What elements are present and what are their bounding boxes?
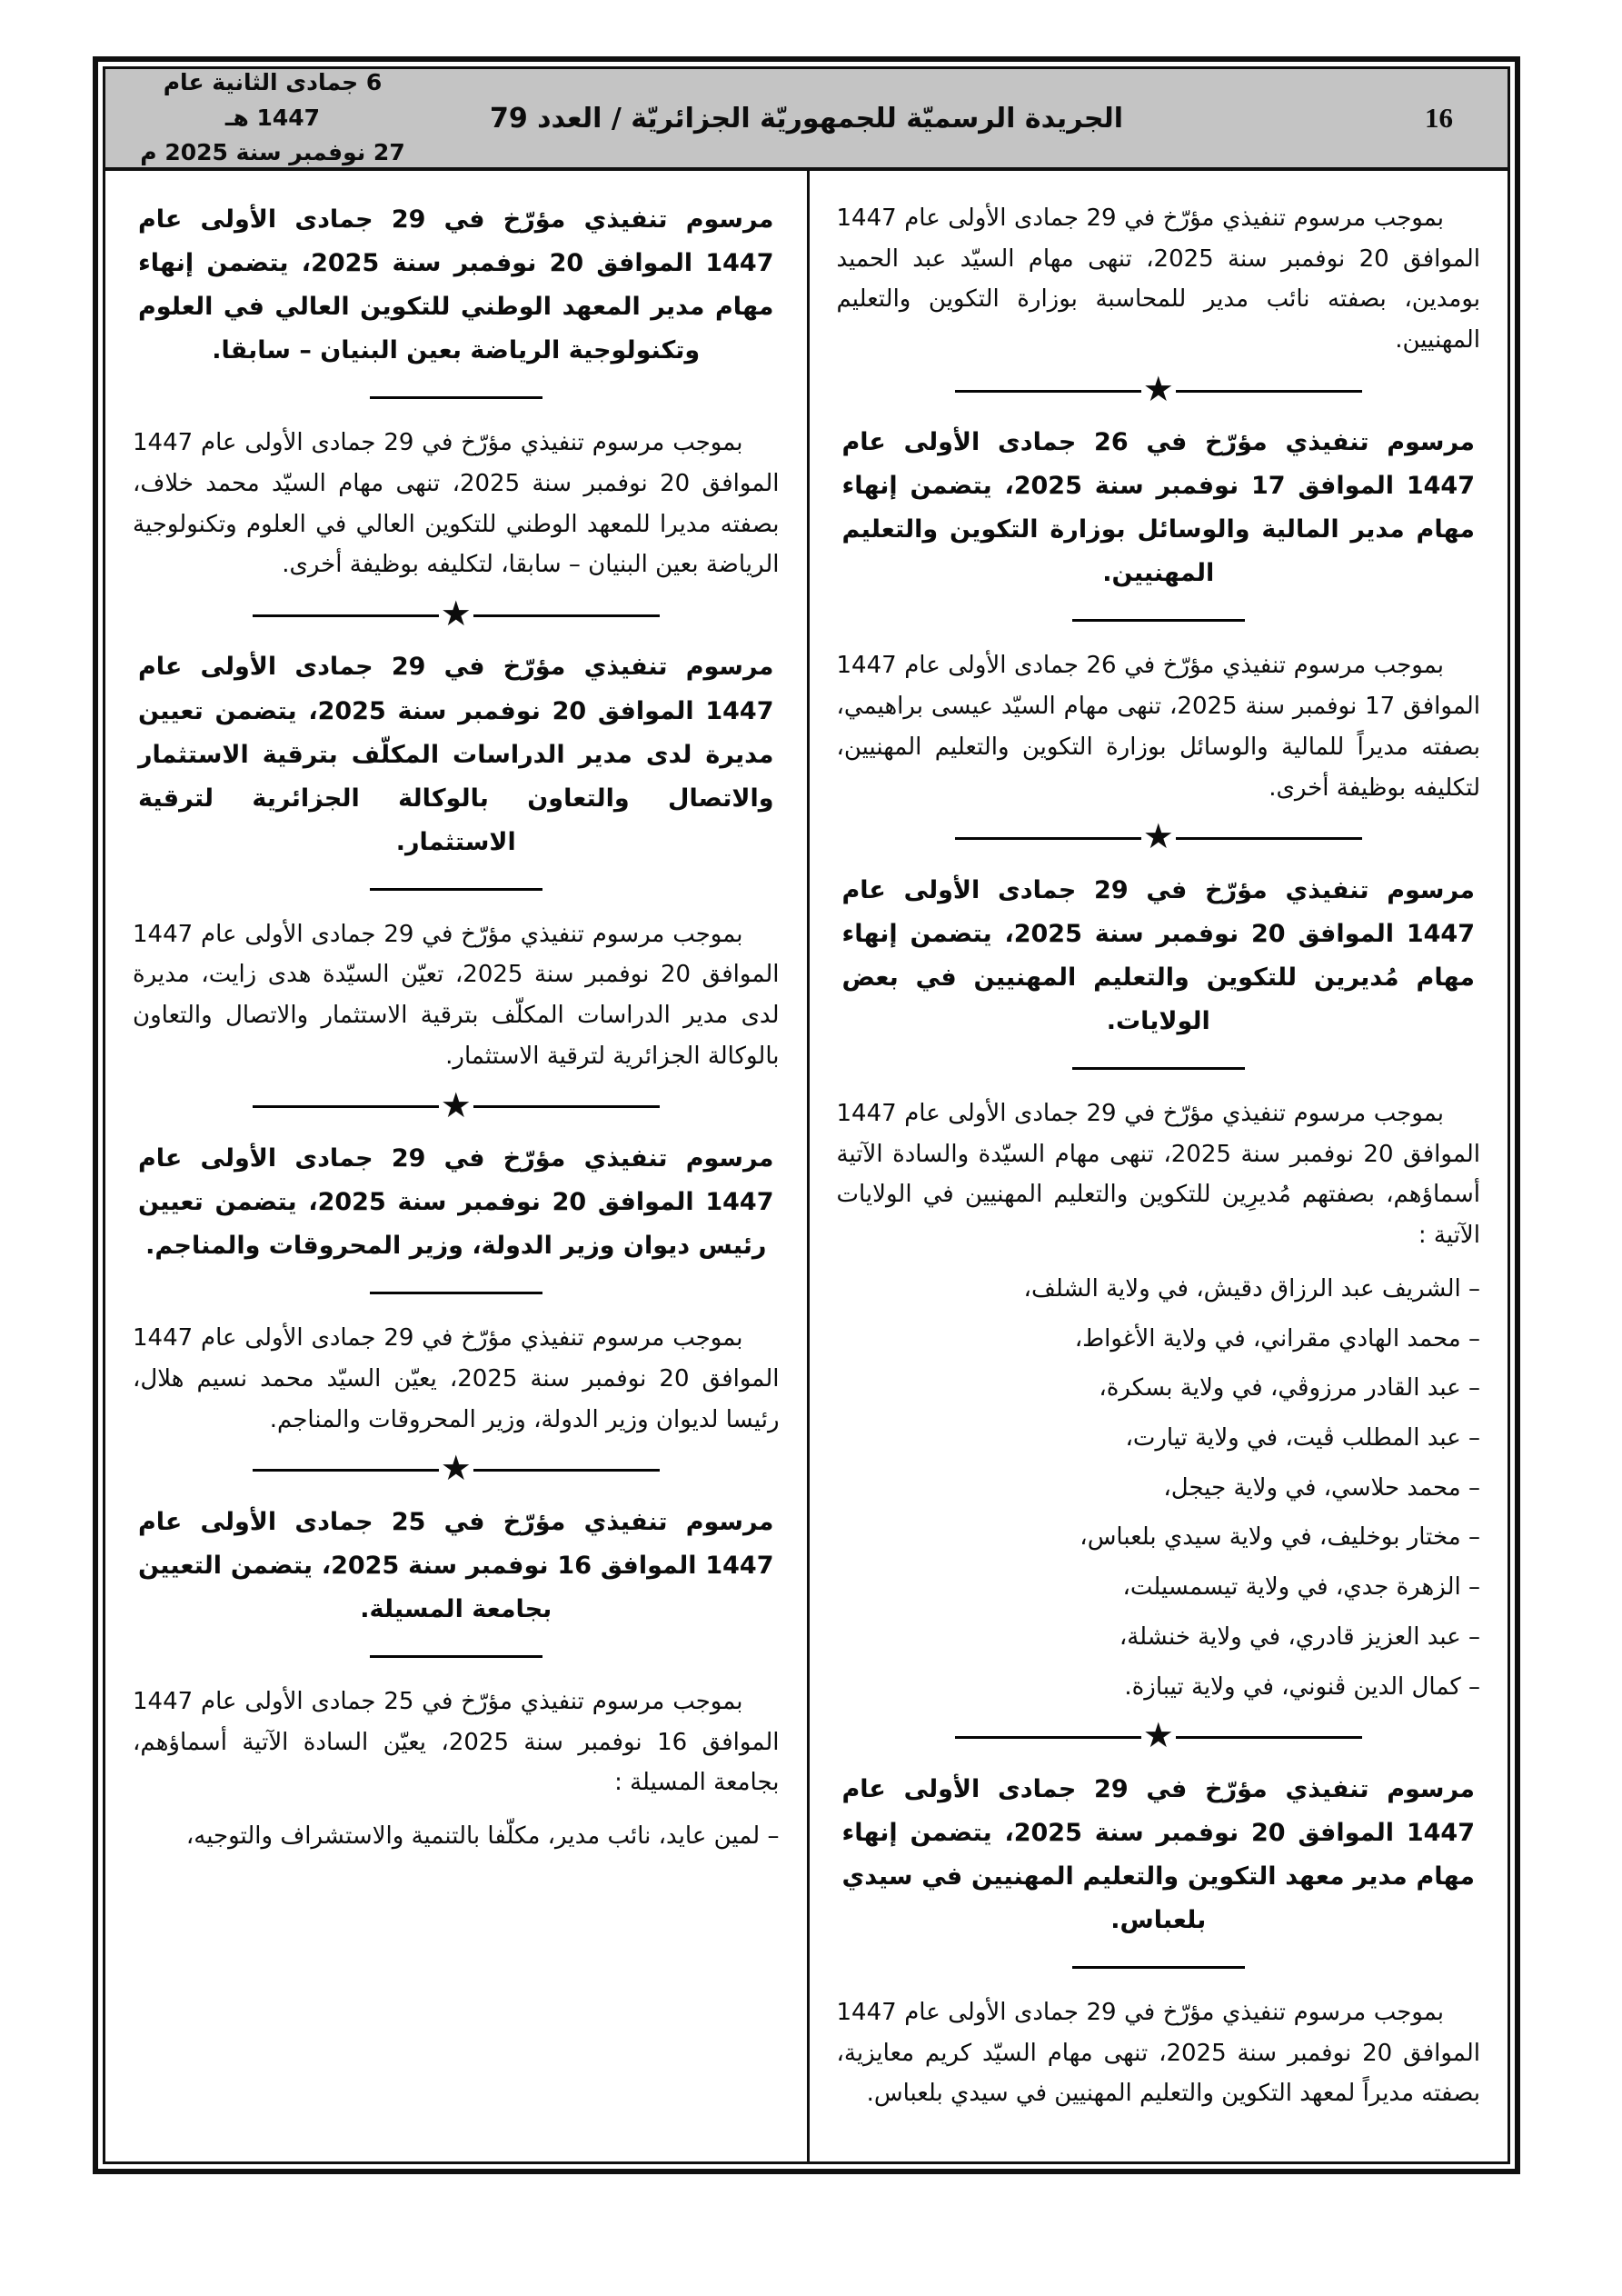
list-item: – لمين عايد، نائب مدير، مكلّفا بالتنمية والاستشراف والتوجيه، bbox=[185, 1822, 780, 1850]
decree-paragraph: بموجب مرسوم تنفيذي مؤرّخ في 25 جمادى الأولى عام 1447 الموافق 16 نوفمبر سنة 2025، يعيّن السادة الآتية أسماؤهم، بجامعة المسيلة : bbox=[133, 1687, 780, 1797]
decree-heading: مرسوم تنفيذي مؤرّخ في 25 جمادى الأولى عام 1447 الموافق 16 نوفمبر سنة 2025، يتضمن التعيين بجامعة المسيلة. bbox=[138, 1507, 774, 1623]
two-column-body bbox=[105, 171, 1508, 2161]
gazette-sheet-border bbox=[93, 56, 1520, 2174]
rule-separator bbox=[370, 396, 542, 399]
list-item: – محمد حلاسي، في ولاية جيجل، bbox=[1163, 1473, 1480, 1502]
rule-separator bbox=[370, 1292, 542, 1294]
list-item: – عبد المطلب ڤيت، في ولاية تيارت، bbox=[1125, 1423, 1480, 1452]
list-item: – كمال الدين ڤنوني، في ولاية تيبازة. bbox=[1124, 1672, 1480, 1701]
gazette-title: الجريدة الرسميّة للجمهوريّة الجزائريّة / العدد 79 bbox=[489, 102, 1124, 135]
separator-line bbox=[955, 1736, 1141, 1739]
decree-paragraph: بموجب مرسوم تنفيذي مؤرّخ في 29 جمادى الأولى عام 1447 الموافق 20 نوفمبر سنة 2025، تنهى مهام السيّدة والسادة الآتية أسماؤهم، بصفتهم مُديرِين للتكوين والتعليم المهنيين في الولايات الآتية : bbox=[836, 1099, 1480, 1250]
gazette-sheet bbox=[103, 66, 1510, 2164]
column-left bbox=[105, 171, 807, 2161]
decree-paragraph: بموجب مرسوم تنفيذي مؤرّخ في 29 جمادى الأولى عام 1447 الموافق 20 نوفمبر سنة 2025، تعيّن السيّدة هدى زايت، مديرة لدى مدير الدراسات المكلّف بترقية الاستثمار والاتصال والتعاون بالوكالة الجزائرية لترقية الاستثمار. bbox=[133, 920, 780, 1070]
date-gregorian: 27 نوفمبر سنة 2025 م bbox=[140, 139, 405, 166]
separator-line bbox=[955, 837, 1141, 840]
decree-heading: مرسوم تنفيذي مؤرّخ في 26 جمادى الأولى عام 1447 الموافق 17 نوفمبر سنة 2025، يتضمن إنهاء مهام مدير المالية والوسائل بوزارة التكوين والتعليم المهنيين. bbox=[841, 428, 1475, 588]
separator-line bbox=[955, 390, 1141, 393]
decree-paragraph: بموجب مرسوم تنفيذي مؤرّخ في 29 جمادى الأولى عام 1447 الموافق 20 نوفمبر سنة 2025، تنهى مهام السيّد عبد الحميد بومدين، بصفته نائب مدير للمحاسبة بوزارة التكوين والتعليم المهنيين. bbox=[836, 205, 1480, 354]
rule-separator bbox=[1072, 1966, 1245, 1969]
list-item: – محمد الهادي مقراني، في ولاية الأغواط، bbox=[1074, 1324, 1480, 1353]
star-icon: ★ bbox=[1142, 368, 1174, 409]
decree-heading: مرسوم تنفيذي مؤرّخ في 29 جمادى الأولى عام 1447 الموافق 20 نوفمبر سنة 2025، يتضمن إنهاء مهام مدير معهد التكوين والتعليم المهنيين في سيدي بلعباس. bbox=[841, 1774, 1475, 1934]
separator-line bbox=[253, 1105, 439, 1108]
separator-line bbox=[1176, 837, 1362, 840]
separator-line bbox=[253, 614, 439, 617]
star-separator bbox=[837, 816, 1481, 857]
rule-separator bbox=[1072, 619, 1245, 622]
page-header bbox=[105, 69, 1508, 171]
separator-line bbox=[253, 1469, 439, 1472]
decree-paragraph: بموجب مرسوم تنفيذي مؤرّخ في 29 جمادى الأولى عام 1447 الموافق 20 نوفمبر سنة 2025، يعيّن السيّد محمد نسيم هلال، رئيسا لديوان وزير الدولة، وزير المحروقات والمناجم. bbox=[133, 1324, 780, 1433]
separator-line bbox=[473, 1105, 660, 1108]
star-separator bbox=[837, 1715, 1481, 1756]
list-item: – عبد القادر مرزوڤي، في ولاية بسكرة، bbox=[1099, 1374, 1480, 1403]
separator-line bbox=[473, 1469, 660, 1472]
star-icon: ★ bbox=[440, 1448, 472, 1489]
decree-paragraph: بموجب مرسوم تنفيذي مؤرّخ في 29 جمادى الأولى عام 1447 الموافق 20 نوفمبر سنة 2025، تنهى مهام السيّد محمد خلاف، بصفته مديرا للمعهد الوطني للتكوين العالي في العلوم وتكنولوجية الرياضة بعين البنيان – سابقا، لتكليفه بوظيفة أخرى. bbox=[133, 429, 780, 579]
date-hijri: 6 جمادى الثانية عام 1447 هـ bbox=[163, 68, 383, 131]
decree-heading: مرسوم تنفيذي مؤرّخ في 29 جمادى الأولى عام 1447 الموافق 20 نوفمبر سنة 2025، يتضمن تعيين رئيس ديوان وزير الدولة، وزير المحروقات والمناجم. bbox=[138, 1143, 774, 1261]
appointee-list bbox=[133, 1816, 780, 1857]
separator-line bbox=[1176, 1736, 1362, 1739]
decree-heading: مرسوم تنفيذي مؤرّخ في 29 جمادى الأولى عام 1447 الموافق 20 نوفمبر سنة 2025، يتضمن إنهاء مهام مدير المعهد الوطني للتكوين العالي في العلوم وتكنولوجية الرياضة بعين البنيان – سابقا. bbox=[138, 205, 774, 365]
list-item: – الشريف عبد الرزاق دقيش، في ولاية الشلف، bbox=[1023, 1274, 1480, 1303]
header-dates bbox=[136, 66, 409, 171]
decree-paragraph: بموجب مرسوم تنفيذي مؤرّخ في 29 جمادى الأولى عام 1447 الموافق 20 نوفمبر سنة 2025، تنهى مهام السيّد كريم معايزية، بصفته مديراً لمعهد التكوين والتعليم المهنيين في سيدي بلعباس. bbox=[836, 1998, 1480, 2108]
star-icon: ★ bbox=[440, 1084, 472, 1125]
star-separator bbox=[837, 368, 1481, 409]
list-item: – الزهرة جدي، في ولاية تيسمسيلت، bbox=[1122, 1573, 1480, 1602]
rule-separator bbox=[370, 888, 542, 891]
rule-separator bbox=[1072, 1067, 1245, 1070]
rule-separator bbox=[370, 1655, 542, 1658]
star-separator bbox=[133, 1448, 780, 1489]
star-separator bbox=[133, 594, 780, 634]
separator-line bbox=[473, 614, 660, 617]
decree-heading: مرسوم تنفيذي مؤرّخ في 29 جمادى الأولى عام 1447 الموافق 20 نوفمبر سنة 2025، يتضمن إنهاء مهام مُديرين للتكوين والتعليم المهنيين في بعض الولايات. bbox=[841, 875, 1475, 1035]
decree-heading: مرسوم تنفيذي مؤرّخ في 29 جمادى الأولى عام 1447 الموافق 20 نوفمبر سنة 2025، يتضمن تعيين مديرة لدى مدير الدراسات المكلّف بترقية الاستثمار والاتصال والتعاون بالوكالة الجزائرية لترقية الاستثمار. bbox=[138, 653, 774, 856]
decree-paragraph: بموجب مرسوم تنفيذي مؤرّخ في 26 جمادى الأولى عام 1447 الموافق 17 نوفمبر سنة 2025، تنهى مهام السيّد عيسى براهيمي، بصفته مديراً للمالية والوسائل بوزارة التكوين والتعليم المهنيين، لتكليفه بوظيفة أخرى. bbox=[836, 652, 1480, 802]
list-item: – عبد العزيز قادري، في ولاية خنشلة، bbox=[1119, 1622, 1480, 1651]
star-icon: ★ bbox=[440, 594, 472, 634]
star-icon: ★ bbox=[1142, 816, 1174, 857]
list-item: – مختار بوخليف، في ولاية سيدي بلعباس، bbox=[1080, 1523, 1480, 1552]
star-icon: ★ bbox=[1142, 1715, 1174, 1756]
separator-line bbox=[1176, 390, 1362, 393]
star-separator bbox=[133, 1084, 780, 1125]
page-number: 16 bbox=[1425, 102, 1453, 134]
appointee-list bbox=[837, 1269, 1481, 1707]
column-right bbox=[807, 171, 1508, 2161]
